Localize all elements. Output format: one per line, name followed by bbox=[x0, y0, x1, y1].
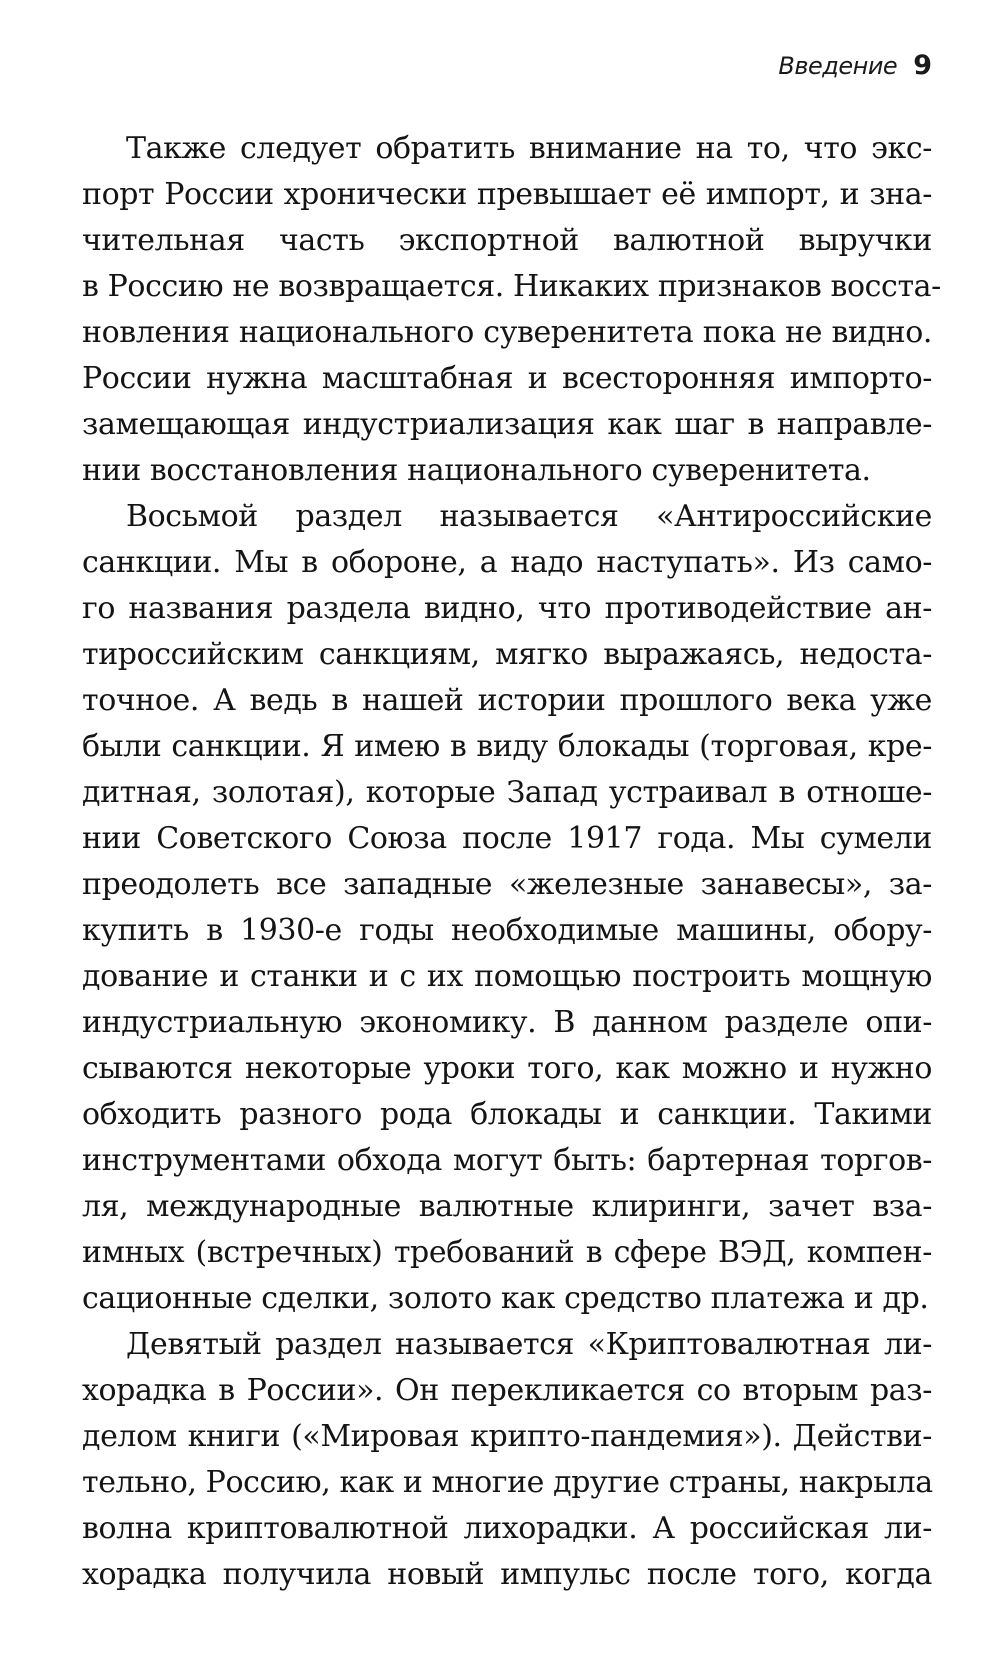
paragraph-2 bbox=[82, 494, 932, 1322]
text-line: имных (встречных) требований в сфере ВЭД, компен- bbox=[82, 1235, 932, 1270]
text-line: дитная, золотая), которые Запад устраивал в отноше- bbox=[82, 775, 932, 810]
text-line: дование и станки и с их помощью построить мощную bbox=[82, 959, 932, 994]
running-head bbox=[0, 50, 932, 81]
text-line: тельно, Россию, как и многие другие страны, накрыла bbox=[82, 1465, 933, 1500]
text-line: были санкции. Я имею в виду блокады (торговая, кре- bbox=[82, 729, 932, 764]
text-line: обходить разного рода блокады и санкции. Такими bbox=[82, 1097, 932, 1132]
text-line: делом книги («Мировая крипто-пандемия»). Действи- bbox=[82, 1419, 932, 1454]
text-line: инструментами обхода могут быть: бартерная торгов- bbox=[82, 1143, 932, 1178]
text-line: чительная часть экспортной валютной выручки bbox=[82, 223, 932, 258]
text-line: замещающая индустриализация как шаг в направле- bbox=[82, 407, 932, 442]
text-line: нии восстановления национального суверенитета. bbox=[82, 453, 871, 488]
text-line: преодолеть все западные «железные занавесы», за- bbox=[82, 867, 932, 902]
text-line: индустриальную экономику. В данном разделе опи- bbox=[82, 1005, 932, 1040]
text-line: сационные сделки, золото как средство платежа и др. bbox=[82, 1281, 929, 1316]
text-line: го названия раздела видно, что противодействие ан- bbox=[82, 591, 932, 626]
text-line: Девятый раздел называется «Криптовалютная ли- bbox=[126, 1327, 932, 1362]
paragraph-1 bbox=[82, 126, 941, 494]
text-line: в Россию не возвращается. Никаких признаков восста- bbox=[82, 269, 941, 304]
text-line: точное. А ведь в нашей истории прошлого века уже bbox=[82, 683, 932, 718]
body-text bbox=[82, 126, 941, 1598]
text-line: новления национального суверенитета пока не видно. bbox=[82, 315, 932, 350]
text-line: Также следует обратить внимание на то, что экс- bbox=[126, 131, 932, 166]
text-line: хорадка в России». Он перекликается со вторым раз- bbox=[82, 1373, 932, 1408]
paragraph-3 bbox=[82, 1322, 932, 1598]
page-number: 9 bbox=[913, 50, 932, 81]
text-line: санкции. Мы в обороне, а надо наступать». Из само- bbox=[82, 545, 932, 580]
text-line: сываются некоторые уроки того, как можно и нужно bbox=[82, 1051, 932, 1086]
text-line: порт России хронически превышает её импорт, и зна- bbox=[82, 177, 932, 212]
text-line: России нужна масштабная и всесторонняя импорто- bbox=[82, 361, 932, 396]
text-line: волна криптовалютной лихорадки. А российская ли- bbox=[82, 1511, 932, 1546]
text-line: ля, международные валютные клиринги, зачет вза- bbox=[82, 1189, 932, 1224]
text-line: хорадка получила новый импульс после того, когда bbox=[82, 1557, 932, 1592]
text-line: купить в 1930-е годы необходимые машины, обору- bbox=[82, 913, 932, 948]
text-line: Восьмой раздел называется «Антироссийские bbox=[126, 499, 932, 534]
text-line: тироссийским санкциям, мягко выражаясь, недоста- bbox=[82, 637, 932, 672]
text-line: нии Советского Союза после 1917 года. Мы сумели bbox=[82, 821, 932, 856]
running-head-title: Введение bbox=[778, 52, 898, 80]
